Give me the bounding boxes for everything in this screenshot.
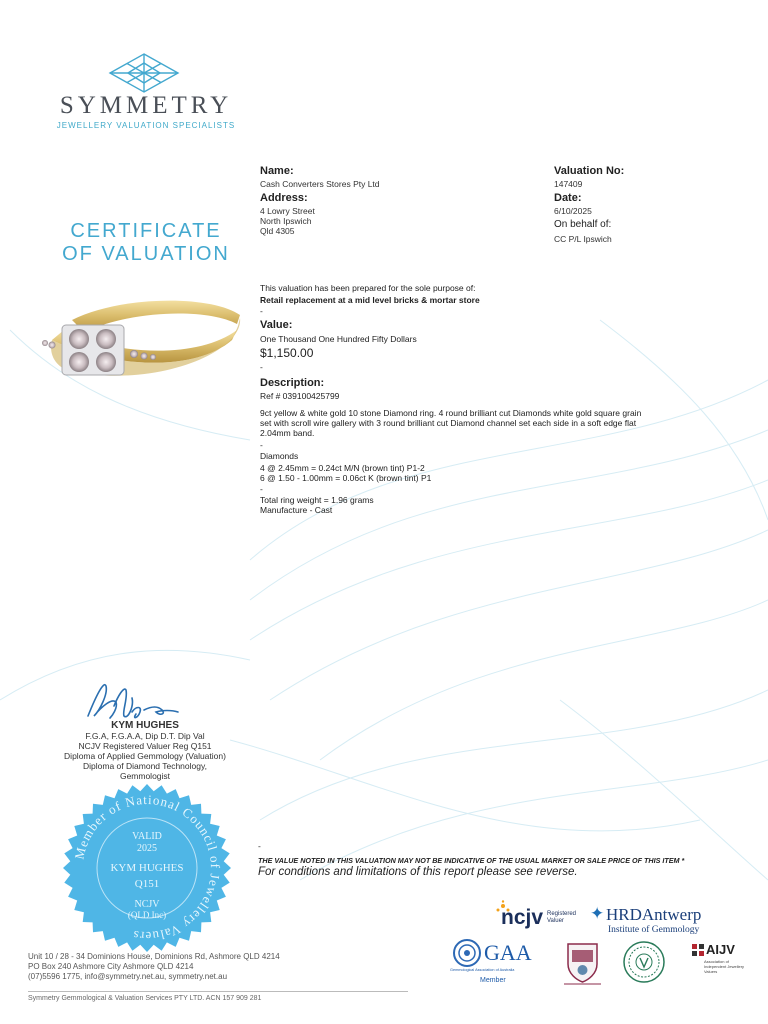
certificate-subtitle: OF VALUATION	[62, 243, 230, 265]
name-label: Name:	[260, 165, 294, 177]
seal-reg: Q151	[134, 878, 160, 890]
aijv-logo	[692, 942, 748, 982]
ncjv-name: ncjv	[501, 906, 544, 929]
ncjv-sub: Valuer	[547, 918, 564, 924]
valuer-signature	[82, 676, 182, 724]
gaa-member: Member	[480, 977, 506, 984]
valuation-seal-icon	[622, 940, 666, 984]
valuer-credentials	[20, 721, 270, 781]
value-amount: $1,150.00	[260, 346, 314, 360]
manufacture: Manufacture - Cast	[260, 505, 333, 515]
hrd-star-icon: ✦	[590, 904, 605, 923]
brand-tagline: JEWELLERY VALUATION SPECIALISTS	[56, 121, 236, 130]
value-label: Value:	[260, 319, 293, 331]
footer-address-line: PO Box 240 Ashmore City Ashmore QLD 4214	[28, 962, 194, 971]
aijv-grid-icon	[692, 944, 704, 956]
on-behalf-value: CC P/L Ipswich	[554, 234, 612, 244]
footer-address	[28, 952, 408, 982]
ncjv-logo	[495, 900, 585, 934]
seal-ring-text: Member of National Council of Jewellery Valuers	[71, 791, 224, 945]
aijv-sub: Association of Independent Jewellery Valuers	[704, 959, 745, 974]
diamond-line: 6 @ 1.50 - 1.00mm = 0.06ct K (brown tint) P1	[260, 473, 432, 483]
valuer-name: KYM HUGHES	[111, 720, 179, 731]
description-line: 9ct yellow & white gold 10 stone Diamond ring. 4 round brilliant cut Diamonds white gold square grain	[260, 408, 642, 418]
address-line: 4 Lowry Street	[260, 206, 315, 216]
diamond-lattice-icon	[108, 52, 180, 94]
brand-name: SYMMETRY	[59, 92, 233, 119]
valuation-date: 6/10/2025	[554, 206, 592, 216]
separator-dash: -	[260, 440, 263, 450]
footer-address-line: (07)5596 1775, info@symmetry.net.au, symmetry.net.au	[28, 972, 228, 981]
gaa-globe-icon	[452, 938, 482, 968]
footer-address-line: Unit 10 / 28 - 34 Dominions House, Dominions Rd, Ashmore QLD 4214	[28, 952, 280, 961]
value-words: One Thousand One Hundred Fifty Dollars	[260, 334, 417, 344]
credential-line: NCJV Registered Valuer Reg Q151	[78, 741, 212, 751]
address-line: North Ipswich	[260, 216, 312, 226]
gaa-name: GAA	[484, 940, 532, 965]
purpose-intro: This valuation has been prepared for the sole purpose of:	[260, 283, 476, 293]
credential-line: Diploma of Diamond Technology,	[83, 761, 207, 771]
date-label: Date:	[554, 192, 582, 204]
separator-dash: -	[260, 306, 263, 316]
value-disclaimer: THE VALUE NOTED IN THIS VALUATION MAY NOT BE INDICATIVE OF THE USUAL MARKET OR SALE PRICE OF THIS ITEM *	[258, 856, 685, 865]
diamonds-heading: Diamonds	[260, 451, 299, 461]
institute-crest-icon	[560, 938, 605, 986]
seal-name: KYM HUGHES	[110, 862, 184, 874]
certificate-title: CERTIFICATE	[70, 220, 222, 242]
ncjv-sub: Registered	[547, 911, 577, 917]
hrd-sub: Institute of Gemmology	[608, 925, 700, 935]
gaa-sub: Gemmological Association of Australia	[450, 968, 515, 972]
separator-dash: -	[260, 362, 263, 372]
client-name: Cash Converters Stores Pty Ltd	[260, 179, 380, 189]
seal-org: NCJV	[134, 899, 160, 910]
on-behalf-label: On behalf of:	[554, 219, 612, 230]
aijv-name: AIJV	[706, 942, 735, 957]
valuation-number: 147409	[554, 179, 583, 189]
address-label: Address:	[260, 192, 308, 204]
address-line: Qld 4305	[260, 226, 295, 236]
total-weight: Total ring weight = 1.96 grams	[260, 495, 374, 505]
seal-org-sub: (QLD Inc)	[127, 910, 167, 920]
credential-line: Gemmologist	[119, 771, 171, 781]
credential-line: Diploma of Applied Gemmology (Valuation)	[64, 751, 226, 761]
hrd-name: HRDAntwerp	[606, 905, 702, 924]
separator-dash: -	[258, 841, 261, 851]
footer-legal: Symmetry Gemmological & Valuation Services PTY LTD. ACN 157 909 281	[28, 995, 262, 1002]
description-label: Description:	[260, 377, 325, 389]
diamond-line: 4 @ 2.45mm = 0.24ct M/N (brown tint) P1-2	[260, 463, 425, 473]
credential-line: F.G.A, F.G.A.A, Dip D.T. Dip Val	[85, 731, 205, 741]
ring-photo	[12, 290, 247, 400]
separator-dash: -	[260, 484, 263, 494]
gaa-logo	[446, 936, 538, 988]
reference-number: Ref # 039100425799	[260, 391, 340, 401]
description-line: 2.04mm band.	[260, 428, 315, 438]
conditions-notice: For conditions and limitations of this report please see reverse.	[258, 866, 578, 878]
hrd-antwerp-logo	[590, 904, 725, 936]
description-line: set with scroll wire gallery with 3 round brilliant cut Diamond channel set each side in a soft edge flat	[260, 418, 637, 428]
footer-divider	[28, 991, 408, 992]
valuation-number-label: Valuation No:	[554, 165, 625, 177]
seal-year: 2025	[137, 843, 157, 854]
purpose-text: Retail replacement at a mid level bricks & mortar store	[260, 295, 480, 305]
ncjv-member-seal	[62, 783, 232, 953]
seal-valid: VALID	[132, 831, 162, 842]
